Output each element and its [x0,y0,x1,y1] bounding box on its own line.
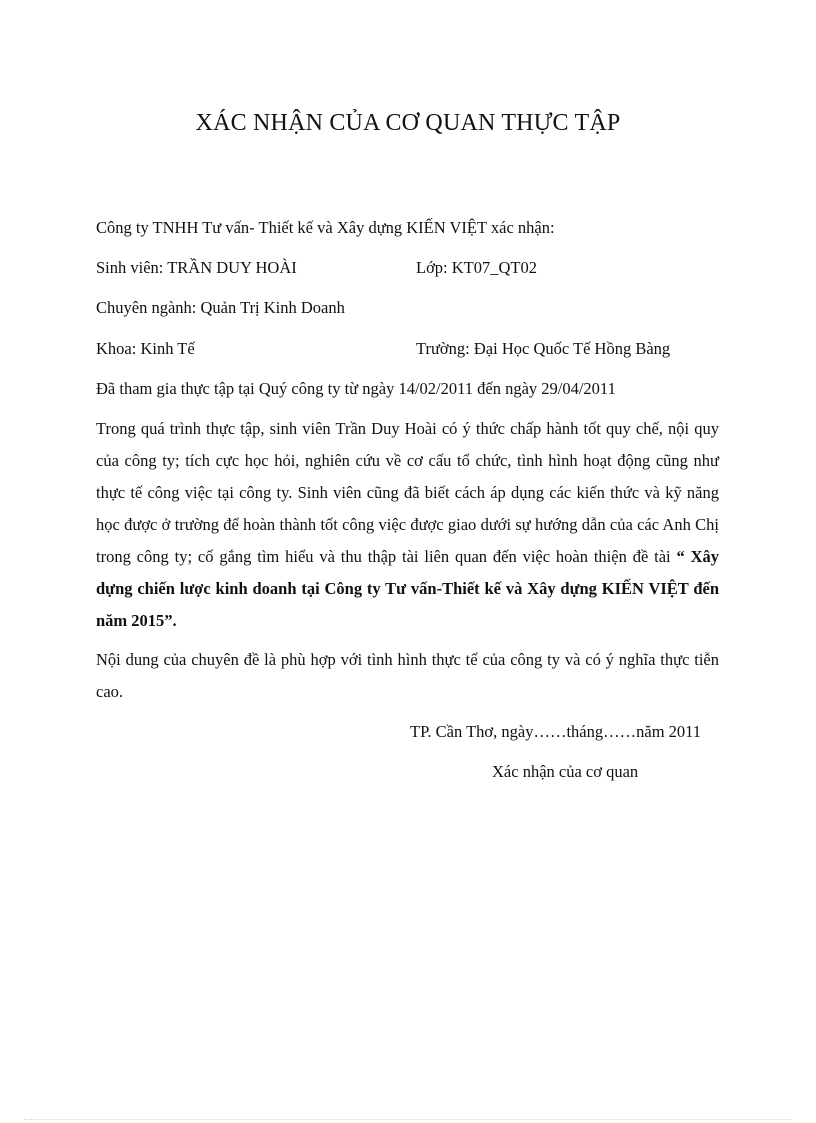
date-line: TP. Cần Thơ, ngày……tháng……năm 2011 [410,722,702,741]
page-bottom-divider [24,1119,792,1120]
conclusion-paragraph: Nội dung của chuyên đề là phù hợp với tình hình thực tế của công ty và có ý nghĩa thực tiễn cao. [96,650,719,701]
document-title: XÁC NHẬN CỦA CƠ QUAN THỰC TẬP [195,110,621,136]
class-label: Lớp: [416,258,448,277]
student-label: Sinh viên: [96,258,164,277]
major-value: Quản Trị Kinh Doanh [200,298,345,317]
school-value: Đại Học Quốc Tế Hồng Bàng [473,339,671,358]
faculty-label: Khoa: [96,339,137,358]
faculty-field [96,339,195,359]
class-field [416,258,537,278]
company-confirmation-line: Công ty TNHH Tư vấn- Thiết kế và Xây dựng KIẾN VIỆT xác nhận: [96,218,555,237]
class-value: KT07_QT02 [451,258,538,277]
evaluation-paragraph [96,413,719,637]
faculty-value: Kinh Tế [140,339,195,358]
internship-period-line: Đã tham gia thực tập tại Quý công ty từ ngày 14/02/2011 đến ngày 29/04/2011 [96,379,616,398]
student-name: TRẦN DUY HOÀI [167,258,297,277]
evaluation-text: Trong quá trình thực tập, sinh viên Trần Duy Hoài có ý thức chấp hành tốt quy chế, nội quy của công ty; tích cực học hỏi, nghiên cứu về cơ cấu tổ chức, tình hình hoạt động cũng như thực tế công việc tại công ty. Sinh viên cũng đã biết cách áp dụng các kiến thức và kỹ năng học được ở trường để hoàn thành tốt công việc được giao dưới sự hướng dẫn của các Anh Chị trong công ty; cố gắng tìm hiểu và thu thập tài liên quan đến việc hoàn thiện đề tài [96,419,719,566]
school-label: Trường: [416,339,470,358]
major-field [96,298,345,318]
student-field [96,258,297,278]
school-field [416,339,670,359]
signature-label: Xác nhận của cơ quan [492,762,639,781]
major-label: Chuyên ngành: [96,298,197,317]
thesis-title: “ Xây dựng chiến lược kinh doanh tại Công ty Tư vấn-Thiết kế và Xây dựng KIẾN VIỆT đến năm 2015”. [96,547,720,630]
